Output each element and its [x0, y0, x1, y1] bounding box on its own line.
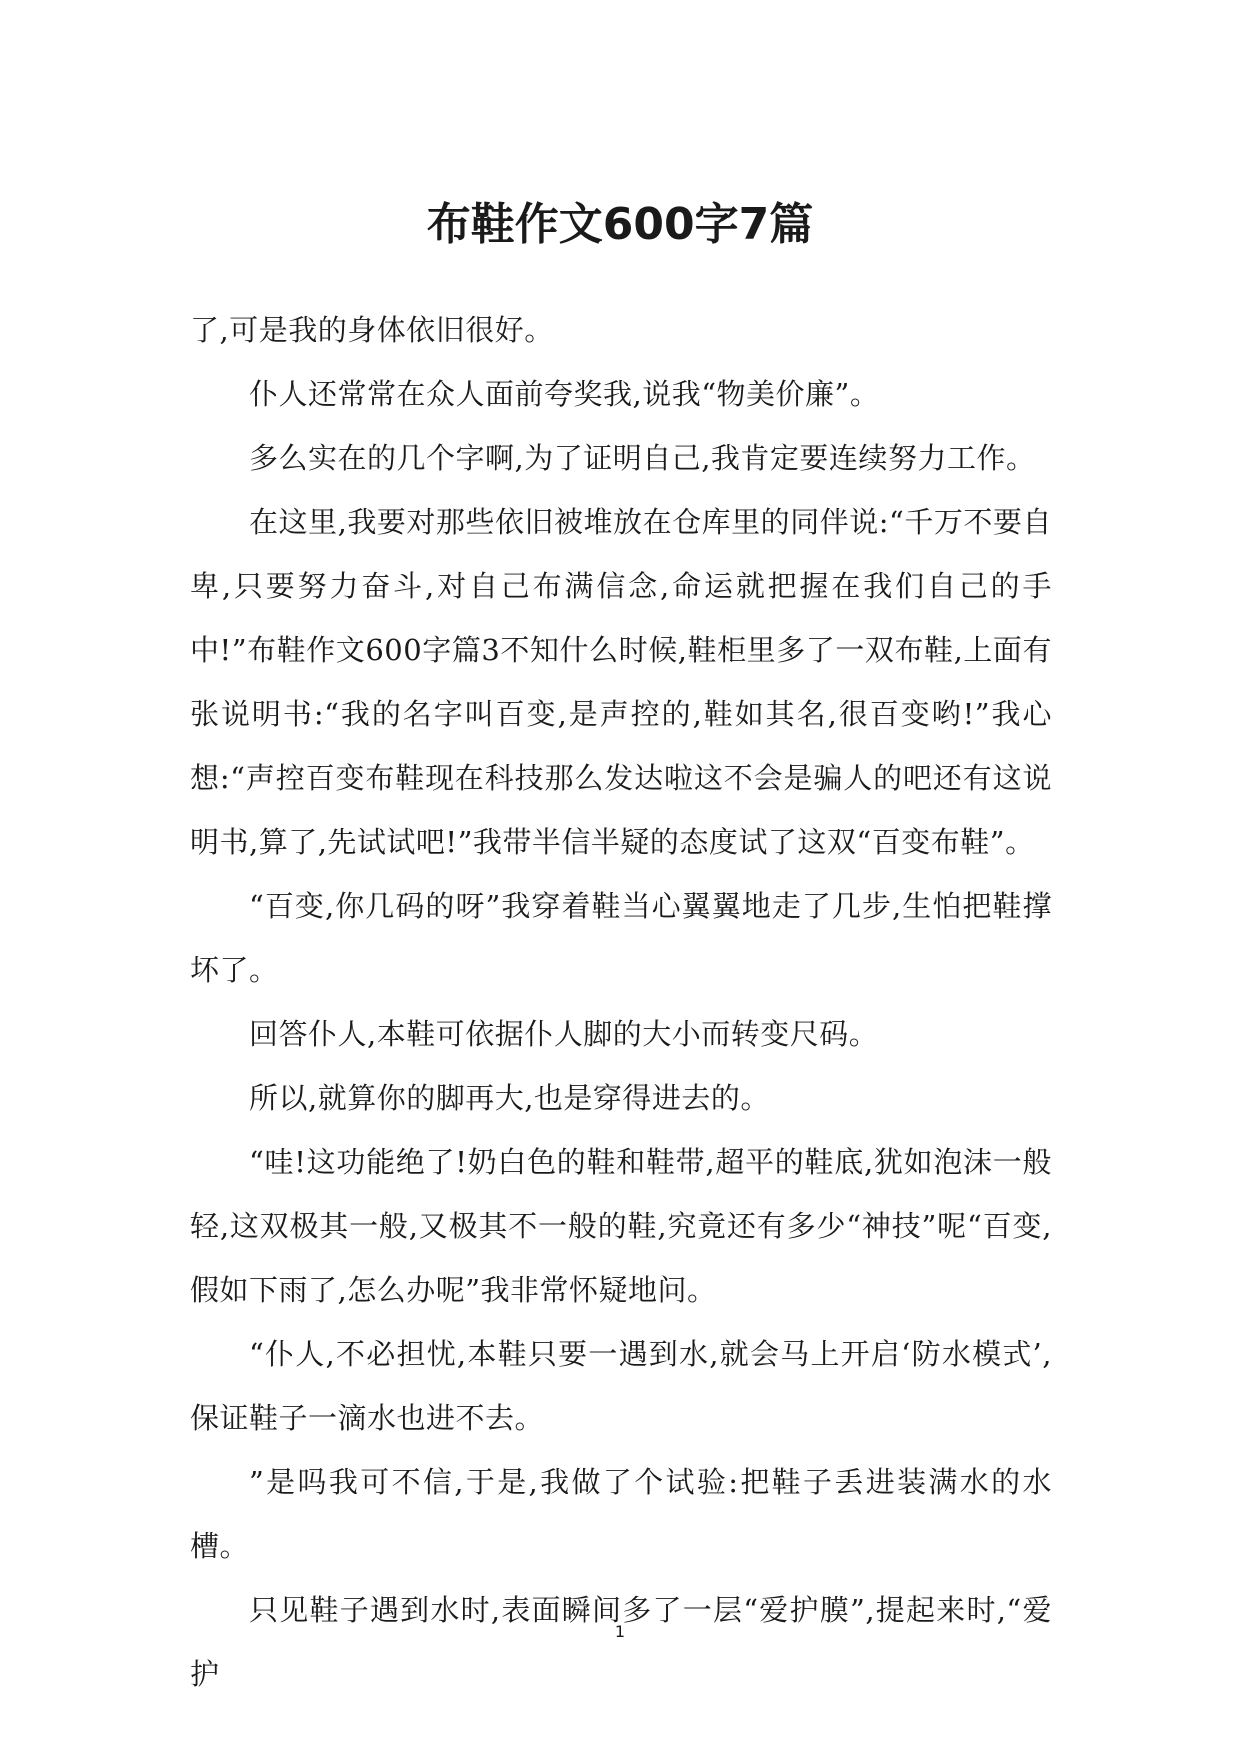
paragraph: 仆人还常常在众人面前夸奖我,说我“物美价廉”。 [249, 377, 880, 411]
document-body [190, 298, 1052, 1706]
document-title: 布鞋作文600字7篇 [426, 199, 814, 250]
page-number: 1 [614, 1622, 626, 1641]
paragraph: 回答仆人,本鞋可依据仆人脚的大小而转变尺码。 [249, 1017, 879, 1051]
paragraph: “哇!这功能绝了!奶白色的鞋和鞋带,超平的鞋底,犹如泡沫一般轻,这双极其一般,又极其不一般的鞋,究竟还有多少“神技”呢“百变,假如下雨了,怎么办呢”我非常怀疑地问。 [190, 1145, 1052, 1307]
paragraph: “百变,你几码的呀”我穿着鞋当心翼翼地走了几步,生怕把鞋撑坏了。 [190, 889, 1052, 987]
paragraph: “仆人,不必担忧,本鞋只要一遇到水,就会马上开启‘防水模式’,保证鞋子一滴水也进不去。 [190, 1337, 1052, 1435]
paragraph: 多么实在的几个字啊,为了证明自己,我肯定要连续努力工作。 [249, 441, 1036, 475]
paragraph: ”是吗我可不信,于是,我做了个试验:把鞋子丢进装满水的水槽。 [190, 1465, 1052, 1563]
paragraph: 了,可是我的身体依旧很好。 [190, 313, 554, 347]
paragraph: 所以,就算你的脚再大,也是穿得进去的。 [249, 1081, 770, 1115]
paragraph: 在这里,我要对那些依旧被堆放在仓库里的同伴说:“千万不要自卑,只要努力奋斗,对自己布满信念,命运就把握在我们自己的手中!”布鞋作文600字篇3不知什么时候,鞋柜里多了一双布鞋,上面有张说明书:“我的名字叫百变,是声控的,鞋如其名,很百变哟!”我心想:“声控百变布鞋现在科技那么发达啦这不会是骗人的吧还有这说明书,算了,先试试吧!”我带半信半疑的态度试了这双“百变布鞋”。 [190, 505, 1052, 859]
paragraph: 只见鞋子遇到水时,表面瞬间多了一层“爱护膜”,提起来时,“爱护 [190, 1593, 1052, 1691]
